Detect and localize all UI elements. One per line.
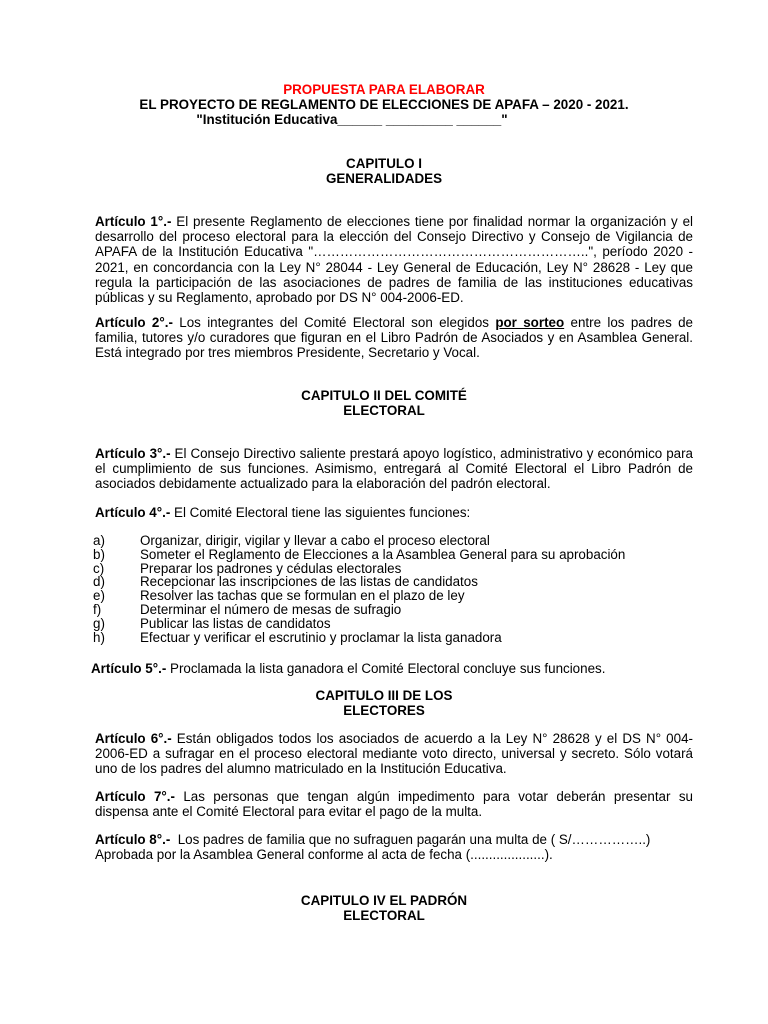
article-1 <box>95 214 693 305</box>
list-item-key: c) <box>93 560 105 576</box>
article-2-emphasis: por sorteo <box>495 315 565 330</box>
chapter-3-title: CAPITULO III DE LOS <box>315 688 453 703</box>
list-item <box>93 548 693 562</box>
article-1-label: Artículo 1°.- <box>95 214 172 229</box>
list-item-key: a) <box>93 533 105 548</box>
list-item-text: Determinar el número de mesas de sufragio <box>140 601 402 617</box>
list-item-key: g) <box>93 615 105 631</box>
list-item-key: e) <box>93 588 105 604</box>
list-item-key: h) <box>93 629 105 645</box>
chapter-3-subtitle: ELECTORES <box>343 703 425 718</box>
list-item <box>93 534 693 548</box>
list-item <box>93 617 693 631</box>
list-item <box>93 589 693 603</box>
article-2-label: Artículo 2°.- <box>95 315 173 330</box>
list-item-text: Recepcionar las inscripciones de las listas de candidatos <box>140 574 478 590</box>
proposal-heading: PROPUESTA PARA ELABORAR <box>283 82 485 97</box>
list-item-key: d) <box>93 574 105 590</box>
list-item-text: Organizar, dirigir, vigilar y llevar a cabo el proceso electoral <box>140 533 490 548</box>
article-8-line-1: Los padres de familia que no sufraguen pagarán una multa de ( S/……………..) <box>170 832 651 847</box>
functions-list <box>93 534 693 644</box>
list-item-text: Someter el Reglamento de Elecciones a la Asamblea General para su aprobación <box>140 546 626 562</box>
list-item <box>93 575 693 589</box>
article-8-line-2: Aprobada por la Asamblea General conforme al acta de fecha (....................). <box>95 847 553 863</box>
article-5-text: Proclamada la lista ganadora el Comité Electoral concluye sus funciones. <box>166 661 606 676</box>
chapter-4-title: CAPITULO IV EL PADRÓN <box>300 893 468 908</box>
article-8-label: Artículo 8°.- <box>95 832 171 847</box>
article-6-text: Están obligados todos los asociados de acuerdo a la Ley N° 28628 y el DS N° 004-2006-ED a sufragar en el proceso electoral mediante voto directo, universal y secreto. Sólo votará uno de los padres del alumno matriculado en la Institución Educativa. <box>95 731 693 777</box>
list-item-text: Resolver las tachas que se formulan en el plazo de ley <box>140 588 465 604</box>
chapter-1-subtitle: GENERALIDADES <box>325 171 443 186</box>
article-2-text-a: Los integrantes del Comité Electoral son elegidos <box>172 315 496 330</box>
list-item <box>93 603 693 617</box>
institution-line: "Institución Educativa______ _________ ______" <box>196 112 508 127</box>
chapter-2-title: CAPITULO II DEL COMITÉ <box>301 388 467 403</box>
list-item <box>93 631 693 645</box>
article-4-label: Artículo 4°.- <box>95 505 171 520</box>
article-2-text-b: entre los padres de familia, tutores y/o curadores que figuran en el Libro Padrón de Asociados y en Asamblea General. Está integrado por tres miembros Presidente, Secretario y Vocal. <box>95 315 694 361</box>
chapter-4-subtitle: ELECTORAL <box>343 908 425 923</box>
article-7 <box>95 789 693 819</box>
list-item-text: Efectuar y verificar el escrutinio y proclamar la lista ganadora <box>140 629 502 645</box>
list-item <box>93 562 693 576</box>
article-7-label: Artículo 7°.- <box>95 789 175 804</box>
list-item-key: f) <box>93 601 102 617</box>
list-item-key: b) <box>93 546 105 562</box>
list-item-text: Preparar los padrones y cédulas electorales <box>140 560 402 576</box>
article-3 <box>95 446 693 492</box>
article-7-text: Las personas que tengan algún impedimento para votar deberán presentar su dispensa ante el Comité Electoral para evitar el pago de la multa. <box>95 789 693 820</box>
article-3-text: El Consejo Directivo saliente prestará apoyo logístico, administrativo y económico para el cumplimiento de sus funciones. Asimismo, entregará al Comité Electoral el Libro Padrón de asociados debidamente actualizado para la elaboración del padrón electoral. <box>95 446 693 492</box>
list-item-text: Publicar las listas de candidatos <box>140 615 331 631</box>
article-4-text: El Comité Electoral tiene las siguientes funciones: <box>170 505 471 520</box>
chapter-1-title: CAPITULO I <box>346 156 422 171</box>
article-5 <box>91 661 689 676</box>
article-4 <box>95 505 693 520</box>
article-1-text: El presente Reglamento de elecciones tiene por finalidad normar la organización y el desarrollo del proceso electoral para la elección del Consejo Directivo y Consejo de Vigilancia de APAFA de la Institución Educativa "……………………………………………………..", período 2020 - 2021, en concordancia con la Ley N° 28044 - Ley General de Educación, Ley N° 28628 - Ley que regula la participación de las asociaciones de padres de familia de las instituciones educativas públicas y su Reglamento, aprobado por DS N° 004-2006-ED. <box>95 214 693 306</box>
document-title: EL PROYECTO DE REGLAMENTO DE ELECCIONES DE APAFA – 2020 - 2021. <box>139 97 629 112</box>
chapter-2-subtitle: ELECTORAL <box>343 403 425 418</box>
article-2 <box>95 315 693 361</box>
article-6-label: Artículo 6°.- <box>95 731 172 746</box>
article-5-label: Artículo 5°.- <box>91 661 167 676</box>
article-6 <box>95 731 693 777</box>
article-3-label: Artículo 3°.- <box>95 446 171 461</box>
article-8 <box>95 832 693 862</box>
